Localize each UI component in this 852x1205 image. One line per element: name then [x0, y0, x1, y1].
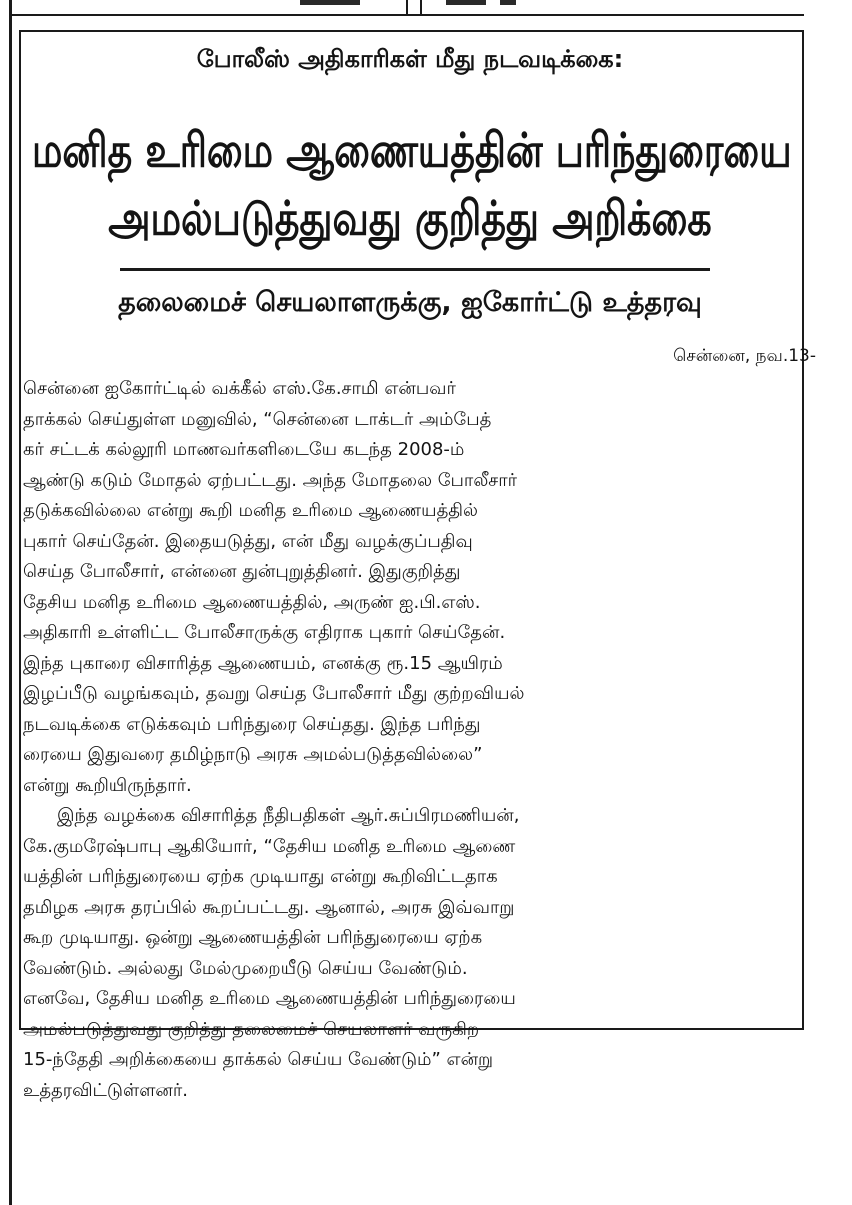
column-divider-top	[406, 0, 408, 14]
body-line: வேண்டும். அல்லது மேல்முறையீடு செய்ய வேண்டும்.	[23, 957, 468, 979]
body-line: அதிகாரி உள்ளிட்ட போலீசாருக்கு எதிராக புகார் செய்தேன்.	[23, 622, 506, 643]
subheadline: தலைமைச் செயலாளருக்கு, ஐகோர்ட்டு உத்தரவு	[118, 287, 702, 318]
body-line: ஆண்டு கடும் மோதல் ஏற்பட்டது. அந்த மோதலை போலீசார்	[23, 469, 518, 491]
body-line: என்று கூறியிருந்தார்.	[23, 774, 192, 796]
body-line: சென்னை ஐகோர்ட்டில் வக்கீல் எஸ்.கே.சாமி என்பவர்	[23, 378, 456, 399]
cropped-text-fragment	[300, 0, 360, 5]
body-line: தேசிய மனித உரிமை ஆணையத்தில், அருண் ஐ.பி.எஸ்.	[23, 591, 481, 613]
headline-separator	[120, 268, 710, 271]
body-line: தமிழக அரசு தரப்பில் கூறப்பட்டது. ஆனால், அரசு இவ்வாறு	[23, 896, 515, 918]
body-line: அமல்படுத்துவது குறித்து தலைமைச் செயலாளர் வருகிற	[23, 1018, 480, 1040]
body-line: இந்த வழக்கை விசாரித்த நீதிபதிகள் ஆர்.சுப்பிரமணியன்,	[57, 805, 520, 826]
body-line: கே.குமரேஷ்பாபு ஆகியோர், “தேசிய மனித உரிமை ஆணை	[23, 835, 516, 857]
body-line: கர் சட்டக் கல்லூரி மாணவர்களிடையே கடந்த 2008-ம்	[23, 439, 465, 460]
body-line: இழப்பீடு வழங்கவும், தவறு செய்த போலீசார் மீது குற்றவியல்	[23, 683, 525, 704]
body-line: 15-ந்தேதி அறிக்கையை தாக்கல் செய்ய வேண்டும்” என்று	[23, 1049, 494, 1070]
body-line: புகார் செய்தேன். இதையடுத்து, என் மீது வழக்குப்பதிவு	[23, 530, 473, 552]
body-line: நடவடிக்கை எடுக்கவும் பரிந்துரை செய்தது. இந்த பரிந்து	[23, 713, 481, 735]
dateline: சென்னை, நவ.13-	[673, 346, 816, 366]
headline-line-1: மனித உரிமை ஆணையத்தின் பரிந்துரையை	[31, 122, 792, 178]
body-line: கூற முடியாது. ஒன்று ஆணையத்தின் பரிந்துரையை ஏற்க	[23, 927, 483, 948]
article-body	[23, 374, 801, 1106]
cropped-text-fragment	[500, 0, 516, 5]
cropped-text-fragment	[446, 0, 486, 5]
column-divider-top	[420, 0, 422, 14]
body-line: எனவே, தேசிய மனித உரிமை ஆணையத்தின் பரிந்துரையை	[23, 988, 516, 1009]
body-line: தாக்கல் செய்துள்ள மனுவில், “சென்னை டாக்டர் அம்பேத்	[23, 408, 492, 430]
body-line: உத்தரவிட்டுள்ளனர்.	[23, 1079, 189, 1101]
article-kicker: போலீஸ் அதிகாரிகள் மீது நடவடிக்கை:	[196, 45, 624, 73]
body-line: தடுக்கவில்லை என்று கூறி மனித உரிமை ஆணையத்தில்	[23, 500, 479, 521]
body-line: ரையை இதுவரை தமிழ்நாடு அரசு அமல்படுத்தவில்லை”	[23, 744, 483, 765]
body-line: செய்த போலீசார், என்னை துன்புறுத்தினர். இதுகுறித்து	[23, 561, 461, 582]
column-rule-top	[12, 14, 804, 16]
body-line: யத்தின் பரிந்துரையை ஏற்க முடியாது என்று கூறிவிட்டதாக	[23, 866, 498, 887]
body-line: இந்த புகாரை விசாரித்த ஆணையம், எனக்கு ரூ.15 ஆயிரம்	[23, 652, 503, 674]
headline-line-2: அமல்படுத்துவது குறித்து அறிக்கை	[108, 190, 712, 246]
column-rule-left	[9, 0, 12, 1205]
